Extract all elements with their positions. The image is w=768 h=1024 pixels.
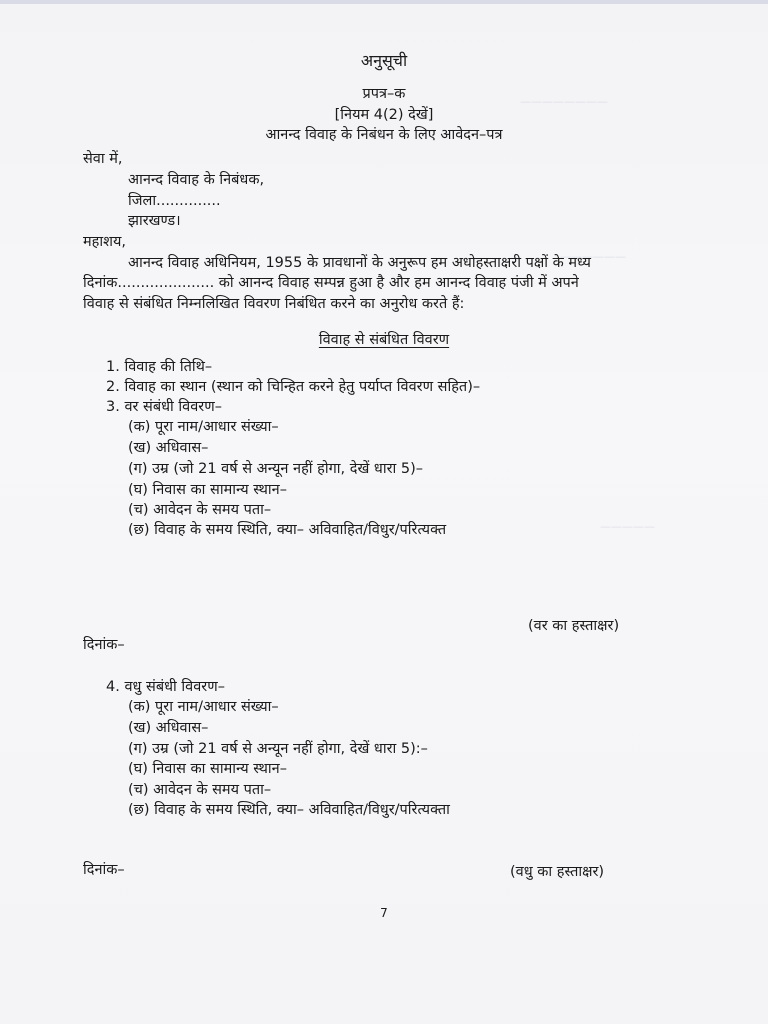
form-title: आनन्द विवाह के निबंधन के लिए आवेदन–पत्र [265, 127, 503, 143]
bride-age: (ग) उम्र (जो 21 वर्ष से अन्यून नहीं होगा, देखें धारा 5):– [128, 741, 428, 757]
item-marriage-date: 1. विवाह की तिथि– [106, 359, 213, 375]
item-groom-details: 3. वर संबंधी विवरण– [106, 399, 222, 415]
recipient-district: जिला.............. [128, 193, 221, 209]
body-line-2: दिनांक..................... को आनन्द विवाह सम्पन्न हुआ है और हम आनन्द विवाह पंजी में अपने [83, 275, 579, 291]
body-line-1: आनन्द विवाह अधिनियम, 1955 के प्रावधानों के अनुरूप हम अधोहस्ताक्षरी पक्षों के मध्य [128, 255, 591, 271]
bride-status: (छ) विवाह के समय स्थिति, क्या– अविवाहित/विधुर/परित्यक्ता [128, 802, 450, 818]
groom-status: (छ) विवाह के समय स्थिति, क्या– अविवाहित/विधुर/परित्यक्त [128, 522, 447, 538]
groom-signature-label: (वर का हस्ताक्षर) [528, 618, 620, 634]
bride-address: (च) आवेदन के समय पता– [128, 782, 272, 798]
bleed-through: ———————— [520, 95, 608, 108]
bride-signature-label: (वधु का हस्ताक्षर) [510, 864, 605, 880]
bride-domicile: (ख) अधिवास– [128, 720, 209, 736]
rule-reference: [नियम 4(2) देखें] [334, 107, 434, 123]
groom-domicile: (ख) अधिवास– [128, 440, 209, 456]
recipient-line-1: आनन्द विवाह के निबंधक, [128, 172, 265, 188]
section-heading: विवाह से संबंधित विवरण [318, 332, 450, 348]
bride-name-aadhaar: (क) पूरा नाम/आधार संख्या– [128, 699, 279, 715]
scan-top-edge [0, 0, 768, 4]
schedule-heading: अनुसूची [360, 51, 408, 70]
groom-name-aadhaar: (क) पूरा नाम/आधार संख्या– [128, 419, 279, 435]
date-line-1: दिनांक– [83, 637, 125, 653]
date-line-2: दिनांक– [83, 862, 125, 878]
bleed-through: —————— [560, 250, 626, 263]
page-number: 7 [380, 906, 388, 920]
groom-address: (च) आवेदन के समय पता– [128, 502, 272, 518]
to-line: सेवा में, [83, 151, 123, 167]
address-salutation: महाशय, [83, 234, 127, 250]
body-line-3: विवाह से संबंधित निम्नलिखित विवरण निबंधित करने का अनुरोध करते हैं: [83, 296, 465, 312]
item-marriage-place: 2. विवाह का स्थान (स्थान को चिन्हित करने हेतु पर्याप्त विवरण सहित)– [106, 379, 481, 395]
recipient-state: झारखण्ड। [128, 213, 181, 229]
groom-age: (ग) उम्र (जो 21 वर्ष से अन्यून नहीं होगा, देखें धारा 5)– [128, 461, 424, 477]
bride-residence: (घ) निवास का सामान्य स्थान– [128, 761, 287, 777]
item-bride-details: 4. वधु संबंधी विवरण– [106, 679, 225, 695]
form-heading: प्रपत्र–क [362, 86, 406, 102]
bleed-through: ————— [600, 520, 655, 533]
groom-residence: (घ) निवास का सामान्य स्थान– [128, 482, 287, 498]
